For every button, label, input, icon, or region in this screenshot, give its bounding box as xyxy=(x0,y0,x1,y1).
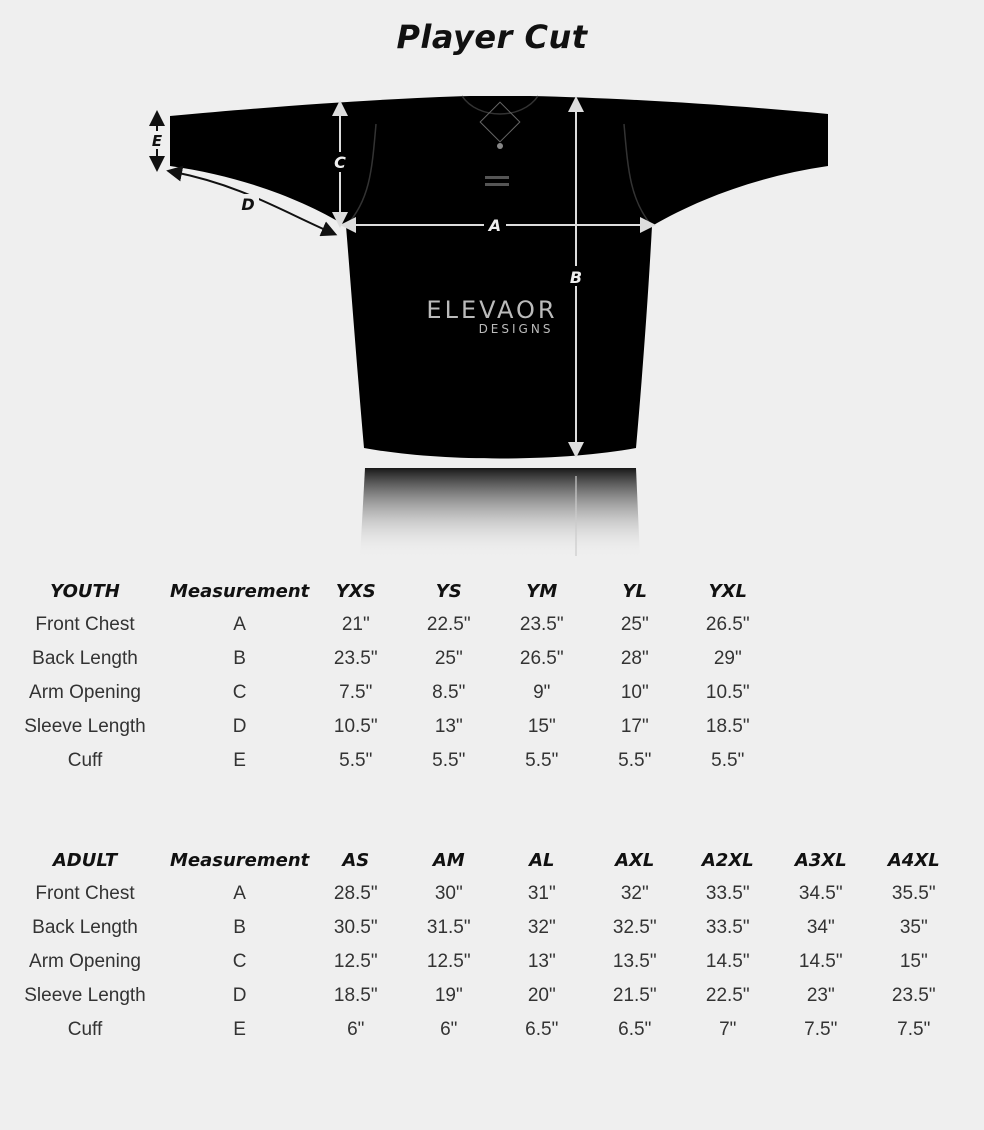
size-value: 7" xyxy=(719,1019,737,1040)
size-value: 23.5" xyxy=(333,648,378,669)
size-value: 32.5" xyxy=(612,917,657,938)
size-value: 25" xyxy=(434,648,463,669)
size-value: 6" xyxy=(440,1019,458,1040)
youth-header-cell: YXL xyxy=(708,580,747,602)
size-value: 7.5" xyxy=(804,1019,838,1040)
youth-size-table xyxy=(0,574,774,778)
size-value: 28.5" xyxy=(333,883,378,904)
adult-header-cell: Measurement xyxy=(170,849,310,871)
row-label: Back Length xyxy=(32,648,138,669)
row-label: Arm Opening xyxy=(29,682,141,703)
size-value: 23.5" xyxy=(519,614,564,635)
adult-header-cell: A4XL xyxy=(887,849,940,871)
size-value: 6.5" xyxy=(618,1019,652,1040)
table-row xyxy=(0,642,774,676)
size-value: 28" xyxy=(620,648,649,669)
size-value: 8.5" xyxy=(432,682,466,703)
size-value: 10" xyxy=(620,682,649,703)
size-value: 13.5" xyxy=(612,951,657,972)
youth-header-cell: YM xyxy=(526,580,558,602)
jersey-body xyxy=(170,96,828,459)
size-value: 17" xyxy=(620,716,649,737)
size-value: 35.5" xyxy=(891,883,936,904)
size-value: 6" xyxy=(347,1019,365,1040)
measurement-code: C xyxy=(232,951,247,972)
adult-header-row xyxy=(0,843,960,877)
size-value: 14.5" xyxy=(798,951,843,972)
size-value: 20" xyxy=(527,985,556,1006)
size-value: 13" xyxy=(434,716,463,737)
row-label: Cuff xyxy=(67,1019,103,1040)
dimension-label-b: B xyxy=(569,268,583,287)
size-value: 34.5" xyxy=(798,883,843,904)
adult-size-table xyxy=(0,843,960,1047)
size-value: 18.5" xyxy=(333,985,378,1006)
row-label: Back Length xyxy=(32,917,138,938)
size-value: 23" xyxy=(806,985,835,1006)
adult-header-cell: AXL xyxy=(615,849,655,871)
adult-header-cell: A2XL xyxy=(701,849,754,871)
measurement-code: B xyxy=(233,917,246,938)
size-value: 33.5" xyxy=(705,883,750,904)
row-label: Cuff xyxy=(67,750,103,771)
size-value: 19" xyxy=(434,985,463,1006)
row-label: Front Chest xyxy=(35,883,135,904)
dimension-label-a: A xyxy=(488,216,502,235)
size-value: 21.5" xyxy=(612,985,657,1006)
size-value: 31" xyxy=(527,883,556,904)
measurement-code: A xyxy=(233,883,246,904)
jersey-diagram xyxy=(0,80,984,560)
size-value: 29" xyxy=(713,648,742,669)
table-row xyxy=(0,744,774,778)
size-value: 33.5" xyxy=(705,917,750,938)
size-value: 26.5" xyxy=(519,648,564,669)
brand-logo-line2: DESIGNS xyxy=(478,322,554,336)
size-value: 10.5" xyxy=(705,682,750,703)
measurement-code: D xyxy=(232,716,247,737)
table-row xyxy=(0,945,960,979)
table-row xyxy=(0,877,960,911)
size-value: 18.5" xyxy=(705,716,750,737)
table-row xyxy=(0,710,774,744)
brand-logo-line1: ELEVAOR xyxy=(426,296,558,324)
size-value: 22.5" xyxy=(705,985,750,1006)
table-row xyxy=(0,676,774,710)
size-value: 12.5" xyxy=(333,951,378,972)
size-value: 6.5" xyxy=(525,1019,559,1040)
size-value: 5.5" xyxy=(618,750,652,771)
size-value: 7.5" xyxy=(897,1019,931,1040)
size-value: 30" xyxy=(434,883,463,904)
dimension-label-d: D xyxy=(241,195,255,214)
size-value: 13" xyxy=(527,951,556,972)
page-title: Player Cut xyxy=(396,18,588,56)
measurement-code: A xyxy=(233,614,246,635)
table-row xyxy=(0,608,774,642)
size-value: 5.5" xyxy=(432,750,466,771)
size-value: 35" xyxy=(899,917,928,938)
youth-header-cell: YL xyxy=(622,580,648,602)
measurement-code: C xyxy=(232,682,247,703)
size-value: 7.5" xyxy=(339,682,373,703)
measurement-code: B xyxy=(233,648,246,669)
adult-header-cell: AL xyxy=(529,849,555,871)
measurement-code: E xyxy=(233,1019,246,1040)
table-row xyxy=(0,911,960,945)
size-value: 15" xyxy=(899,951,928,972)
size-value: 34" xyxy=(806,917,835,938)
youth-header-row xyxy=(0,574,774,608)
size-value: 15" xyxy=(527,716,556,737)
size-value: 23.5" xyxy=(891,985,936,1006)
youth-header-cell: YS xyxy=(435,580,462,602)
dimension-label-c: C xyxy=(334,153,346,172)
size-value: 5.5" xyxy=(339,750,373,771)
size-value: 9" xyxy=(533,682,551,703)
size-value: 21" xyxy=(341,614,370,635)
size-value: 22.5" xyxy=(426,614,471,635)
row-label: Sleeve Length xyxy=(24,985,146,1006)
adult-header-cell: ADULT xyxy=(52,849,118,871)
measurement-code: E xyxy=(233,750,246,771)
row-label: Sleeve Length xyxy=(24,716,146,737)
table-row xyxy=(0,1013,960,1047)
size-value: 5.5" xyxy=(525,750,559,771)
size-value: 32" xyxy=(620,883,649,904)
size-value: 5.5" xyxy=(711,750,745,771)
youth-header-cell: Measurement xyxy=(170,580,310,602)
youth-header-cell: YXS xyxy=(335,580,376,602)
size-value: 14.5" xyxy=(705,951,750,972)
size-value: 26.5" xyxy=(705,614,750,635)
size-value: 32" xyxy=(527,917,556,938)
adult-header-cell: AS xyxy=(342,849,370,871)
size-value: 31.5" xyxy=(426,917,471,938)
youth-header-cell: YOUTH xyxy=(50,580,120,602)
measurement-code: D xyxy=(232,985,247,1006)
table-row xyxy=(0,979,960,1013)
size-value: 25" xyxy=(620,614,649,635)
adult-header-cell: A3XL xyxy=(794,849,847,871)
jersey-reflection xyxy=(360,468,640,558)
size-value: 10.5" xyxy=(333,716,378,737)
dimension-label-e: E xyxy=(151,132,163,150)
adult-header-cell: AM xyxy=(432,849,465,871)
size-value: 12.5" xyxy=(426,951,471,972)
row-label: Arm Opening xyxy=(29,951,141,972)
size-value: 30.5" xyxy=(333,917,378,938)
row-label: Front Chest xyxy=(35,614,135,635)
